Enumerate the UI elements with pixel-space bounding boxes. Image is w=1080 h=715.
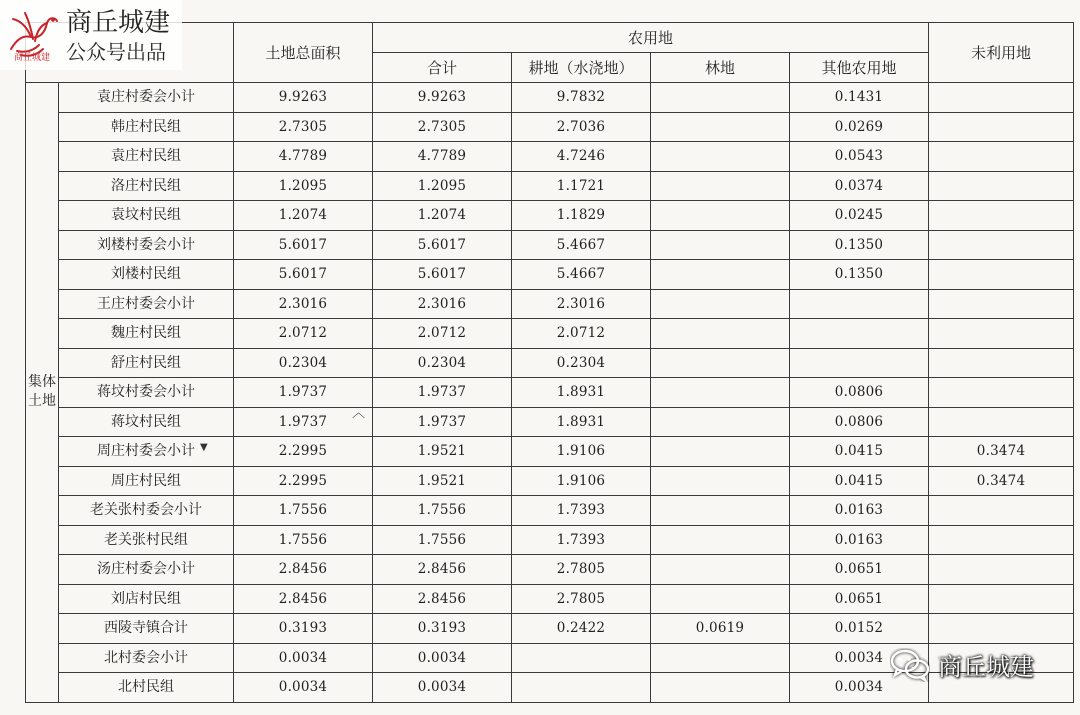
wechat-icon (890, 648, 930, 682)
cell-total: 2.7305 (234, 112, 373, 142)
row-name-cell: 袁庄村民组 (59, 142, 234, 172)
brand-logo (0, 0, 182, 70)
cell-cultivated: 1.7393 (512, 496, 651, 526)
cell-cultivated: 1.9106 (512, 466, 651, 496)
cell-subtotal: 0.0034 (373, 673, 512, 703)
cell-total: 2.2995 (234, 437, 373, 467)
cell-unused (929, 260, 1074, 290)
cell-cultivated: 1.8931 (512, 378, 651, 408)
cell-other: 0.0806 (790, 378, 929, 408)
cell-subtotal: 0.3193 (373, 614, 512, 644)
row-name-cell: 北村委会小计 (59, 643, 234, 673)
cell-subtotal: 1.7556 (373, 525, 512, 555)
cell-unused (929, 496, 1074, 526)
cell-subtotal: 1.7556 (373, 496, 512, 526)
table-row (26, 466, 1074, 496)
cell-subtotal: 1.9737 (373, 378, 512, 408)
cell-unused (929, 555, 1074, 585)
table-row (26, 289, 1074, 319)
cell-other: 0.0245 (790, 201, 929, 231)
cell-total: 0.3193 (234, 614, 373, 644)
category-line-1: 集体 (28, 374, 56, 391)
cell-total: 2.0712 (234, 319, 373, 349)
row-name-cell: 袁坟村民组 (59, 201, 234, 231)
cell-forest (651, 142, 790, 172)
cell-forest: 0.0619 (651, 614, 790, 644)
row-name-cell: 老关张村民组 (59, 525, 234, 555)
cell-total: 2.8456 (234, 555, 373, 585)
cell-unused (929, 83, 1074, 113)
header-unused: 未利用地 (929, 23, 1074, 83)
table-row (26, 112, 1074, 142)
cell-total: 1.7556 (234, 525, 373, 555)
table-row (26, 201, 1074, 231)
row-name-cell: 周庄村委会小计 (59, 437, 234, 467)
cell-other: 0.0651 (790, 584, 929, 614)
table-row (26, 407, 1074, 437)
cell-cultivated: 0.2304 (512, 348, 651, 378)
cell-unused (929, 142, 1074, 172)
cell-subtotal: 0.0034 (373, 643, 512, 673)
cell-subtotal: 1.9521 (373, 466, 512, 496)
table-row (26, 496, 1074, 526)
cell-subtotal: 2.3016 (373, 289, 512, 319)
row-name-cell: 魏庄村民组 (59, 319, 234, 349)
header-cultivated: 耕地（水浇地） (512, 53, 651, 83)
cell-other: 0.1350 (790, 230, 929, 260)
cell-unused (929, 289, 1074, 319)
row-name-cell: 蒋坟村委会小计 (59, 378, 234, 408)
cell-cultivated: 1.9106 (512, 437, 651, 467)
cell-total: 2.3016 (234, 289, 373, 319)
cell-unused (929, 378, 1074, 408)
table-row (26, 348, 1074, 378)
table-row (26, 584, 1074, 614)
cell-cultivated: 2.0712 (512, 319, 651, 349)
header-other-agri: 其他农用地 (790, 53, 929, 83)
cell-cultivated: 1.1829 (512, 201, 651, 231)
watermark (890, 647, 1034, 682)
cell-forest (651, 525, 790, 555)
cell-total: 1.7556 (234, 496, 373, 526)
cell-cultivated: 0.2422 (512, 614, 651, 644)
cell-subtotal: 2.8456 (373, 584, 512, 614)
cell-cultivated (512, 643, 651, 673)
land-area-table (25, 22, 1074, 703)
cell-subtotal: 1.9737 (373, 407, 512, 437)
cell-unused (929, 348, 1074, 378)
table-row (26, 614, 1074, 644)
cell-forest (651, 643, 790, 673)
row-name-cell: 刘店村民组 (59, 584, 234, 614)
cell-subtotal: 2.8456 (373, 555, 512, 585)
cell-other: 0.0034 (790, 673, 929, 703)
cell-cultivated: 2.3016 (512, 289, 651, 319)
cell-subtotal: 2.7305 (373, 112, 512, 142)
row-name-cell: 老关张村委会小计 (59, 496, 234, 526)
cell-subtotal: 4.7789 (373, 142, 512, 172)
cell-subtotal: 2.0712 (373, 319, 512, 349)
cell-forest (651, 496, 790, 526)
category-line-2: 土地 (28, 393, 56, 410)
row-name-cell: 刘楼村民组 (59, 260, 234, 290)
cell-total: 0.0034 (234, 673, 373, 703)
cell-forest (651, 407, 790, 437)
cell-forest (651, 289, 790, 319)
cell-other: 0.0269 (790, 112, 929, 142)
watermark-text: 商丘城建 (938, 653, 1034, 681)
cell-other: 0.0415 (790, 466, 929, 496)
cell-other: 0.1431 (790, 83, 929, 113)
cell-other (790, 289, 929, 319)
row-name-cell: 蒋坟村民组 (59, 407, 234, 437)
cell-unused: 0.3474 (929, 437, 1074, 467)
cell-forest (651, 201, 790, 231)
cell-unused (929, 201, 1074, 231)
table-row (26, 378, 1074, 408)
cell-subtotal: 1.2074 (373, 201, 512, 231)
cell-other: 0.0415 (790, 437, 929, 467)
handwritten-triangle-mark: ▼ (200, 442, 208, 453)
cell-unused (929, 584, 1074, 614)
row-name-cell: 周庄村民组 (59, 466, 234, 496)
cell-cultivated: 9.7832 (512, 83, 651, 113)
cell-other: 0.0651 (790, 555, 929, 585)
cell-other: 0.0806 (790, 407, 929, 437)
cell-other: 0.0543 (790, 142, 929, 172)
row-name-cell: 洛庄村民组 (59, 171, 234, 201)
cell-subtotal: 9.9263 (373, 83, 512, 113)
cell-cultivated: 5.4667 (512, 230, 651, 260)
cell-subtotal: 0.2304 (373, 348, 512, 378)
header-land-total: 土地总面积 (234, 23, 373, 83)
cell-forest (651, 584, 790, 614)
cell-forest (651, 112, 790, 142)
cell-forest (651, 260, 790, 290)
cell-forest (651, 378, 790, 408)
cell-forest (651, 348, 790, 378)
table-row (26, 319, 1074, 349)
table-row (26, 171, 1074, 201)
table-row (26, 260, 1074, 290)
table-row (26, 525, 1074, 555)
cell-forest (651, 437, 790, 467)
cell-forest (651, 171, 790, 201)
cell-unused (929, 171, 1074, 201)
cell-forest (651, 83, 790, 113)
cell-cultivated: 1.1721 (512, 171, 651, 201)
header-forest: 林地 (651, 53, 790, 83)
logo-title: 商丘城建 (66, 8, 171, 38)
row-name-cell: 刘楼村委会小计 (59, 230, 234, 260)
cell-total: 0.2304 (234, 348, 373, 378)
row-name-cell: 袁庄村委会小计 (59, 83, 234, 113)
cell-cultivated: 4.7246 (512, 142, 651, 172)
cell-cultivated: 2.7805 (512, 584, 651, 614)
handwritten-caret-mark: ︿ (352, 406, 366, 421)
cell-cultivated (512, 673, 651, 703)
cell-cultivated: 2.7805 (512, 555, 651, 585)
cell-unused (929, 112, 1074, 142)
cell-forest (651, 673, 790, 703)
cell-cultivated: 1.7393 (512, 525, 651, 555)
table-row (26, 230, 1074, 260)
cell-total: 2.2995 (234, 466, 373, 496)
cell-total: 1.9737 (234, 378, 373, 408)
table-row (26, 83, 1074, 113)
cell-other: 0.0034 (790, 643, 929, 673)
header-row-1 (26, 23, 1074, 53)
cell-forest (651, 319, 790, 349)
cell-cultivated: 1.8931 (512, 407, 651, 437)
cell-unused (929, 319, 1074, 349)
cell-unused (929, 525, 1074, 555)
cell-subtotal: 1.9521 (373, 437, 512, 467)
row-name-cell: 西陵寺镇合计 (59, 614, 234, 644)
cell-cultivated: 5.4667 (512, 260, 651, 290)
cell-other: 0.0163 (790, 496, 929, 526)
cell-total: 9.9263 (234, 83, 373, 113)
table-body (26, 83, 1074, 703)
header-subtotal: 合计 (373, 53, 512, 83)
cell-unused (929, 614, 1074, 644)
cell-unused: 0.3474 (929, 466, 1074, 496)
table-row (26, 142, 1074, 172)
cell-total: 5.6017 (234, 230, 373, 260)
cell-total: 4.7789 (234, 142, 373, 172)
cell-subtotal: 5.6017 (373, 230, 512, 260)
cell-subtotal: 5.6017 (373, 260, 512, 290)
row-name-cell: 舒庄村民组 (59, 348, 234, 378)
cell-total: 1.2095 (234, 171, 373, 201)
cell-other: 0.1350 (790, 260, 929, 290)
table-row (26, 555, 1074, 585)
row-name-cell: 王庄村委会小计 (59, 289, 234, 319)
cell-other: 0.0374 (790, 171, 929, 201)
cell-subtotal: 1.2095 (373, 171, 512, 201)
logo-caption: 商丘城建 (13, 53, 50, 63)
cell-other (790, 348, 929, 378)
cell-other: 0.0152 (790, 614, 929, 644)
cell-forest (651, 230, 790, 260)
cell-cultivated: 2.7036 (512, 112, 651, 142)
cell-total: 1.9737 (234, 407, 373, 437)
cell-other: 0.0163 (790, 525, 929, 555)
cell-forest (651, 555, 790, 585)
cell-other (790, 319, 929, 349)
cell-forest (651, 466, 790, 496)
row-name-cell: 北村民组 (59, 673, 234, 703)
category-cell (26, 83, 59, 703)
cell-total: 1.2074 (234, 201, 373, 231)
cell-unused (929, 407, 1074, 437)
header-agri-group: 农用地 (373, 23, 929, 53)
row-name-cell: 韩庄村民组 (59, 112, 234, 142)
logo-subtitle: 公众号出品 (66, 40, 166, 64)
table-row (26, 437, 1074, 467)
cell-total: 2.8456 (234, 584, 373, 614)
cell-total: 5.6017 (234, 260, 373, 290)
row-name-cell: 汤庄村委会小计 (59, 555, 234, 585)
cell-unused (929, 230, 1074, 260)
cell-total: 0.0034 (234, 643, 373, 673)
